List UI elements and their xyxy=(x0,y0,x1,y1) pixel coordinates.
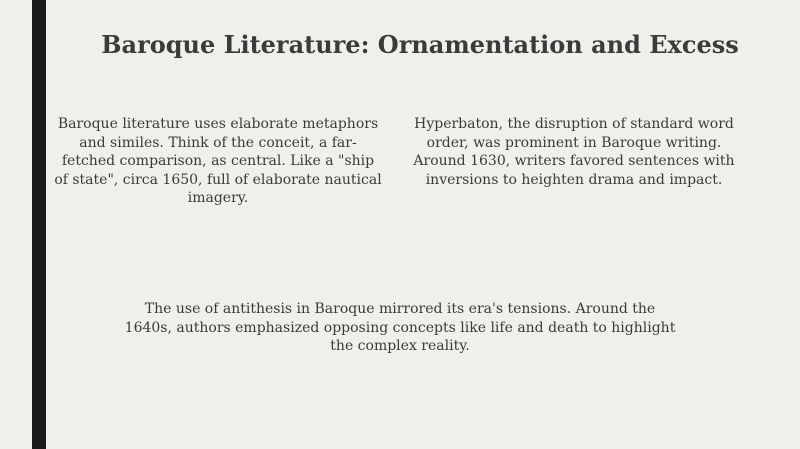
text-block-bottom: The use of antithesis in Baroque mirrored its era's tensions. Around the 1640s, authors emphasized opposing concepts like life and death to highlight the complex reality. xyxy=(124,301,676,354)
text-block-left: Baroque literature uses elaborate metaphors and similes. Think of the conceit, a far-fetched comparison, as central. Like a "ship of state", circa 1650, full of elaborate nautical imagery. xyxy=(54,116,382,206)
slide-title: Baroque Literature: Ornamentation and Excess xyxy=(101,30,739,59)
accent-bar xyxy=(32,0,46,449)
text-block-right: Hyperbaton, the disruption of standard word order, was prominent in Baroque writing. Around 1630, writers favored sentences with inversions to heighten drama and impact. xyxy=(413,116,735,188)
